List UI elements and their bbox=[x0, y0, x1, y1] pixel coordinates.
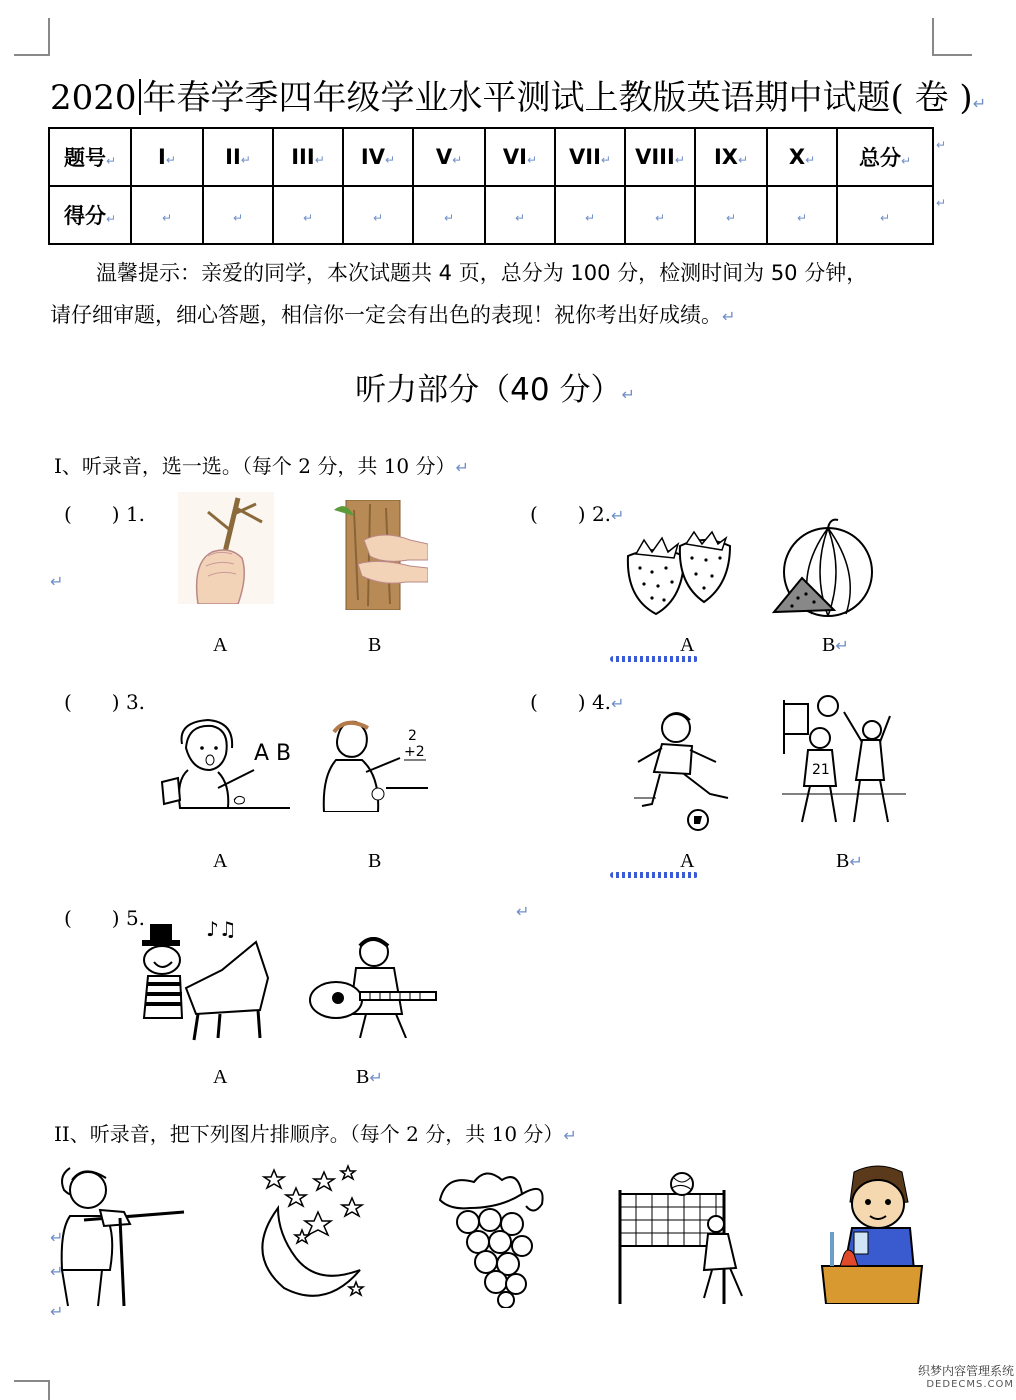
text-cursor bbox=[139, 79, 141, 115]
man-playing-piano-image bbox=[136, 918, 278, 1042]
score-header-cell: IV↵ bbox=[343, 128, 413, 186]
part1-heading: Ⅰ、听录音，选一选。（每个 2 分，共 10 分）↵ bbox=[54, 454, 469, 478]
svg-text:2: 2 bbox=[408, 728, 417, 744]
score-header-cell: IX↵ bbox=[695, 128, 767, 186]
score-input-cell[interactable]: ↵ bbox=[625, 186, 695, 244]
watermelon-image bbox=[772, 514, 874, 622]
part2-heading: II、听录音，把下列图片排顺序。（每个 2 分，共 10 分）↵ bbox=[54, 1122, 577, 1146]
score-input-cell[interactable]: ↵ bbox=[695, 186, 767, 244]
strawberries-image bbox=[622, 528, 734, 618]
score-input-cell[interactable]: ↵ bbox=[767, 186, 837, 244]
exam-title bbox=[50, 70, 987, 119]
watermark bbox=[906, 1364, 1014, 1392]
score-input-total[interactable]: ↵ bbox=[837, 186, 933, 244]
score-input-cell[interactable]: ↵ bbox=[203, 186, 273, 244]
option-a-label: A bbox=[680, 850, 695, 872]
score-input-cell[interactable]: ↵ bbox=[343, 186, 413, 244]
paragraph-mark: ↵ bbox=[972, 94, 987, 113]
score-input-cell[interactable]: ↵ bbox=[413, 186, 485, 244]
moon-and-stars-image bbox=[248, 1162, 372, 1300]
option-b-label: B↵ bbox=[356, 1066, 383, 1088]
option-b-label: B↵ bbox=[822, 634, 849, 656]
watermark-line-1: 织梦内容管理系统 bbox=[917, 1364, 1014, 1378]
option-a-label: A bbox=[213, 850, 228, 872]
score-header-cell: VIII↵ bbox=[625, 128, 695, 186]
score-header-cell: III↵ bbox=[273, 128, 343, 186]
answer-blank-5[interactable]: ( ) 5. bbox=[64, 906, 146, 930]
corner-mark-top-left bbox=[14, 18, 50, 56]
answer-blank-3[interactable]: ( ) 3. bbox=[64, 690, 146, 714]
score-header-total: 总分↵ bbox=[837, 128, 933, 186]
score-table-value-row bbox=[49, 186, 933, 244]
teacher-at-blackboard-image bbox=[316, 716, 428, 812]
grapes-image bbox=[430, 1164, 554, 1308]
tip-line-2: 请仔细审题，细心答题，相信你一定会有出色的表现！祝你考出好成绩。↵ bbox=[50, 303, 736, 327]
score-header-cell: X↵ bbox=[767, 128, 837, 186]
score-input-cell[interactable]: ↵ bbox=[555, 186, 625, 244]
paragraph-mark: ↵ bbox=[50, 572, 64, 591]
score-header-cell: II↵ bbox=[203, 128, 273, 186]
exam-tip bbox=[50, 252, 940, 338]
girl-playing-volleyball-image bbox=[612, 1170, 758, 1304]
paragraph-mark: ↵ bbox=[516, 902, 530, 921]
score-header-cell: I↵ bbox=[131, 128, 203, 186]
score-header-cell: VII↵ bbox=[555, 128, 625, 186]
score-table-header-row bbox=[49, 128, 933, 186]
paragraph-mark: ↵ bbox=[50, 1228, 64, 1247]
hand-holding-branch-image bbox=[178, 492, 274, 604]
svg-text:A B: A B bbox=[254, 741, 292, 766]
answer-blank-2[interactable]: ( ) 2.↵ bbox=[530, 502, 625, 526]
row-mark: ↵ bbox=[936, 138, 947, 152]
title-year: 2020 bbox=[50, 78, 137, 118]
svg-text:21: 21 bbox=[812, 762, 830, 778]
score-table bbox=[48, 127, 934, 245]
paragraph-mark: ↵ bbox=[50, 1262, 64, 1281]
score-header-cell: V↵ bbox=[413, 128, 485, 186]
option-a-label: A bbox=[680, 634, 695, 656]
score-header-cell: VI↵ bbox=[485, 128, 555, 186]
score-row-label: 得分↵ bbox=[49, 186, 131, 244]
boy-playing-football-image bbox=[632, 706, 736, 834]
title-text: 年春学季四年级学业水平测试上教版英语期中试题 bbox=[142, 78, 891, 118]
boy-doing-science-image bbox=[818, 1162, 930, 1304]
tip-line-1: 温馨提示：亲爱的同学，本次试题共 4 页，总分为 100 分，检测时间为 50 分钟， bbox=[96, 261, 868, 285]
option-a-label: A bbox=[213, 1066, 228, 1088]
girl-singing-image bbox=[158, 718, 292, 810]
boy-playing-guitar-image bbox=[306, 934, 440, 1038]
section-title-listening: 听力部分（40 分）↵ bbox=[355, 372, 635, 408]
corner-mark-bottom-left bbox=[14, 1380, 50, 1400]
svg-text:+2: +2 bbox=[404, 744, 425, 760]
answer-blank-1[interactable]: ( ) 1. bbox=[64, 502, 146, 526]
score-input-cell[interactable]: ↵ bbox=[485, 186, 555, 244]
hands-on-tree-trunk-image bbox=[324, 500, 428, 610]
option-b-label: B bbox=[368, 634, 382, 656]
boys-playing-basketball-image bbox=[780, 694, 908, 830]
title-suffix: ( 卷 ) bbox=[890, 78, 973, 118]
option-b-label: B bbox=[368, 850, 382, 872]
score-input-cell[interactable]: ↵ bbox=[131, 186, 203, 244]
row-mark: ↵ bbox=[936, 196, 947, 210]
svg-text:♪♫: ♪♫ bbox=[206, 918, 237, 941]
score-input-cell[interactable]: ↵ bbox=[273, 186, 343, 244]
option-b-label: B↵ bbox=[836, 850, 863, 872]
watermark-line-2: DEDECMS.COM bbox=[926, 1379, 1014, 1390]
girl-playing-violin-image bbox=[54, 1160, 192, 1308]
answer-blank-4[interactable]: ( ) 4.↵ bbox=[530, 690, 625, 714]
option-a-label: A bbox=[213, 634, 228, 656]
paragraph-mark: ↵ bbox=[50, 1302, 64, 1321]
corner-mark-top-right bbox=[932, 18, 972, 56]
score-header-label: 题号↵ bbox=[49, 128, 131, 186]
